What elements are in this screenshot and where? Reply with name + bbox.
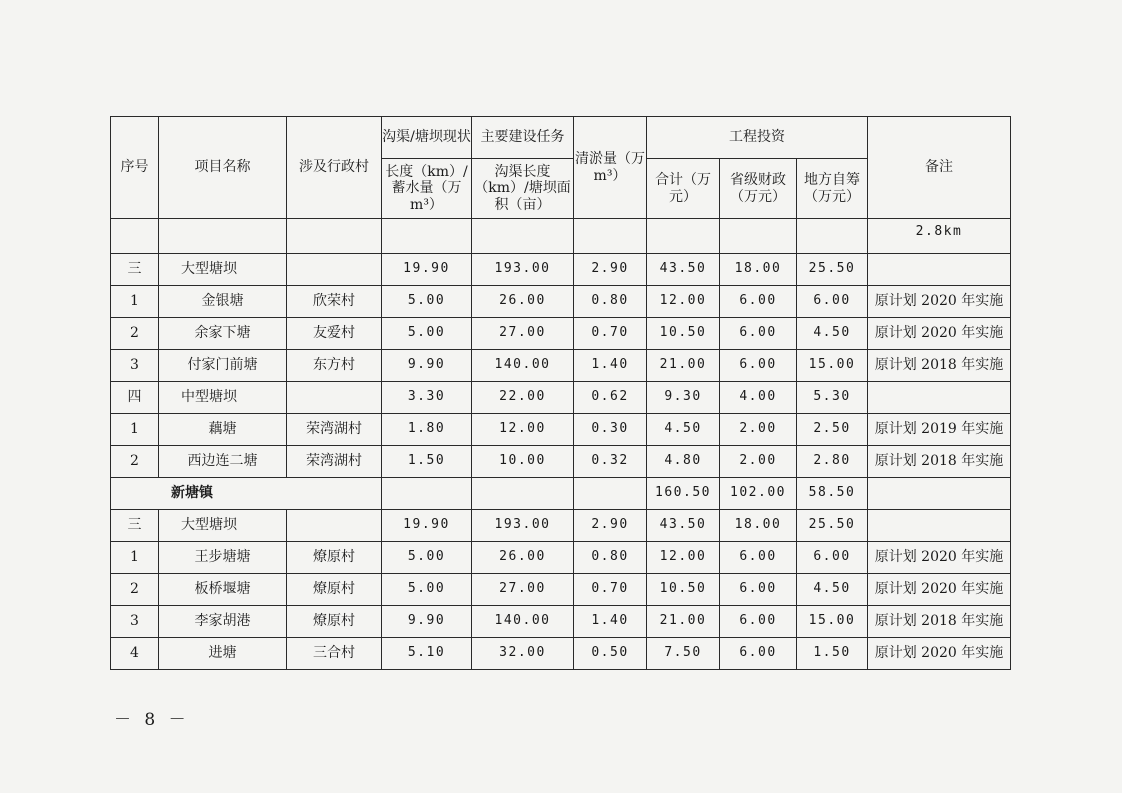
cell-status: 9.90 [382,350,472,382]
cell-seq: 2 [111,574,159,606]
cell-local: 58.50 [797,478,868,510]
cell-seq: 3 [111,350,159,382]
cell-provincial: 18.00 [720,510,797,542]
cell-provincial: 18.00 [720,254,797,286]
project-investment-table [110,116,1011,670]
cell-provincial: 6.00 [720,542,797,574]
cell-name: 藕塘 [159,414,287,446]
cell-seq: 4 [111,638,159,670]
cell-village: 燎原村 [287,606,382,638]
cell-seq: 2 [111,318,159,350]
cell-name: 付家门前塘 [159,350,287,382]
cell-provincial: 6.00 [720,286,797,318]
cell-provincial: 2.00 [720,414,797,446]
cell-status: 19.90 [382,510,472,542]
cell-remark: 原计划 2020 年实施 [868,574,1011,606]
cell-village: 欣荣村 [287,286,382,318]
cell-name: 金银塘 [159,286,287,318]
cell-dredge [574,478,647,510]
cell-local: 25.50 [797,254,868,286]
cell-name: 中型塘坝 [159,382,287,414]
cell-task [472,219,574,254]
header-invest-local: 地方自筹（万元） [797,159,868,219]
header-seq: 序号 [111,117,159,219]
cell-total: 21.00 [647,606,720,638]
cell-dredge: 1.40 [574,606,647,638]
cell-task: 32.00 [472,638,574,670]
page-number: － 8 － [114,710,190,730]
cell-local: 6.00 [797,286,868,318]
cell-task: 27.00 [472,574,574,606]
cell-total: 10.50 [647,574,720,606]
table-row [111,510,1011,542]
cell-remark: 原计划 2019 年实施 [868,414,1011,446]
cell-name: 李家胡港 [159,606,287,638]
cell-name: 板桥堰塘 [159,574,287,606]
cell-total [647,219,720,254]
cell-name: 王步塘塘 [159,542,287,574]
cell-total: 12.00 [647,542,720,574]
cell-task: 140.00 [472,606,574,638]
header-task: 主要建设任务 [472,117,574,159]
cell-seq: 1 [111,542,159,574]
cell-dredge: 0.32 [574,446,647,478]
header-invest-total: 合计（万元） [647,159,720,219]
cell-total: 12.00 [647,286,720,318]
cell-remark: 原计划 2020 年实施 [868,318,1011,350]
header-status-sub: 长度（km）/蓄水量（万m³） [382,159,472,219]
table-row [111,414,1011,446]
header-status: 沟渠/塘坝现状 [382,117,472,159]
cell-name: 西边连二塘 [159,446,287,478]
cell-remark: 2.8km [868,219,1011,254]
table-row [111,606,1011,638]
cell-status [382,219,472,254]
cell-task: 22.00 [472,382,574,414]
cell-task: 26.00 [472,286,574,318]
table-row [111,478,1011,510]
table-row [111,382,1011,414]
cell-dredge: 0.62 [574,382,647,414]
cell-local: 4.50 [797,574,868,606]
cell-village: 燎原村 [287,542,382,574]
cell-local: 2.80 [797,446,868,478]
cell-status [382,478,472,510]
cell-status: 1.50 [382,446,472,478]
cell-total: 10.50 [647,318,720,350]
cell-village: 友爱村 [287,318,382,350]
cell-task: 10.00 [472,446,574,478]
cell-provincial: 4.00 [720,382,797,414]
cell-local: 15.00 [797,606,868,638]
cell-dredge: 0.50 [574,638,647,670]
table-row [111,350,1011,382]
table-row [111,254,1011,286]
cell-total: 7.50 [647,638,720,670]
cell-seq [111,219,159,254]
cell-remark: 原计划 2020 年实施 [868,542,1011,574]
cell-task: 140.00 [472,350,574,382]
cell-local: 5.30 [797,382,868,414]
table-row [111,638,1011,670]
cell-total: 43.50 [647,254,720,286]
cell-dredge: 1.40 [574,350,647,382]
cell-total: 4.50 [647,414,720,446]
header-invest-provincial: 省级财政（万元） [720,159,797,219]
cell-village [287,219,382,254]
cell-name [159,219,287,254]
cell-town-name: 新塘镇 [111,478,382,510]
cell-status: 9.90 [382,606,472,638]
cell-total: 160.50 [647,478,720,510]
cell-dredge: 0.80 [574,542,647,574]
cell-dredge: 0.30 [574,414,647,446]
cell-total: 9.30 [647,382,720,414]
cell-seq: 2 [111,446,159,478]
cell-village: 三合村 [287,638,382,670]
cell-total: 43.50 [647,510,720,542]
cell-status: 1.80 [382,414,472,446]
cell-village [287,382,382,414]
cell-local: 4.50 [797,318,868,350]
cell-local: 6.00 [797,542,868,574]
cell-name: 大型塘坝 [159,510,287,542]
cell-status: 5.00 [382,542,472,574]
cell-local: 2.50 [797,414,868,446]
cell-provincial: 6.00 [720,606,797,638]
cell-village: 东方村 [287,350,382,382]
cell-name: 余家下塘 [159,318,287,350]
header-task-sub: 沟渠长度（km）/塘坝面积（亩） [472,159,574,219]
cell-status: 5.00 [382,286,472,318]
cell-provincial: 2.00 [720,446,797,478]
cell-task [472,478,574,510]
cell-provincial: 6.00 [720,350,797,382]
cell-total: 21.00 [647,350,720,382]
cell-remark [868,478,1011,510]
cell-seq: 1 [111,414,159,446]
cell-remark [868,382,1011,414]
table-row [111,286,1011,318]
cell-task: 27.00 [472,318,574,350]
header-dredge: 清淤量（万m³） [574,117,647,219]
cell-seq: 1 [111,286,159,318]
cell-name: 进塘 [159,638,287,670]
cell-name: 大型塘坝 [159,254,287,286]
cell-dredge: 2.90 [574,510,647,542]
cell-task: 193.00 [472,254,574,286]
cell-task: 26.00 [472,542,574,574]
cell-status: 5.10 [382,638,472,670]
header-remark: 备注 [868,117,1011,219]
cell-status: 5.00 [382,318,472,350]
table-row [111,542,1011,574]
cell-dredge [574,219,647,254]
cell-seq: 3 [111,606,159,638]
cell-village [287,510,382,542]
cell-status: 5.00 [382,574,472,606]
cell-status: 19.90 [382,254,472,286]
cell-remark [868,254,1011,286]
cell-seq: 三 [111,510,159,542]
cell-provincial: 6.00 [720,574,797,606]
table-row [111,219,1011,254]
cell-village [287,254,382,286]
cell-provincial: 6.00 [720,638,797,670]
cell-provincial: 102.00 [720,478,797,510]
cell-dredge: 2.90 [574,254,647,286]
cell-remark: 原计划 2018 年实施 [868,446,1011,478]
cell-seq: 四 [111,382,159,414]
cell-dredge: 0.70 [574,574,647,606]
header-investment: 工程投资 [647,117,868,159]
table-row [111,574,1011,606]
cell-total: 4.80 [647,446,720,478]
cell-remark [868,510,1011,542]
cell-local: 25.50 [797,510,868,542]
cell-village: 荣湾湖村 [287,414,382,446]
cell-task: 193.00 [472,510,574,542]
cell-remark: 原计划 2020 年实施 [868,638,1011,670]
cell-dredge: 0.70 [574,318,647,350]
cell-status: 3.30 [382,382,472,414]
cell-village: 荣湾湖村 [287,446,382,478]
cell-local [797,219,868,254]
cell-provincial: 6.00 [720,318,797,350]
cell-seq: 三 [111,254,159,286]
cell-remark: 原计划 2018 年实施 [868,350,1011,382]
cell-local: 1.50 [797,638,868,670]
header-project-name: 项目名称 [159,117,287,219]
table-row [111,318,1011,350]
table-row [111,446,1011,478]
cell-remark: 原计划 2018 年实施 [868,606,1011,638]
cell-remark: 原计划 2020 年实施 [868,286,1011,318]
cell-local: 15.00 [797,350,868,382]
header-village: 涉及行政村 [287,117,382,219]
cell-provincial [720,219,797,254]
cell-task: 12.00 [472,414,574,446]
cell-village: 燎原村 [287,574,382,606]
cell-dredge: 0.80 [574,286,647,318]
